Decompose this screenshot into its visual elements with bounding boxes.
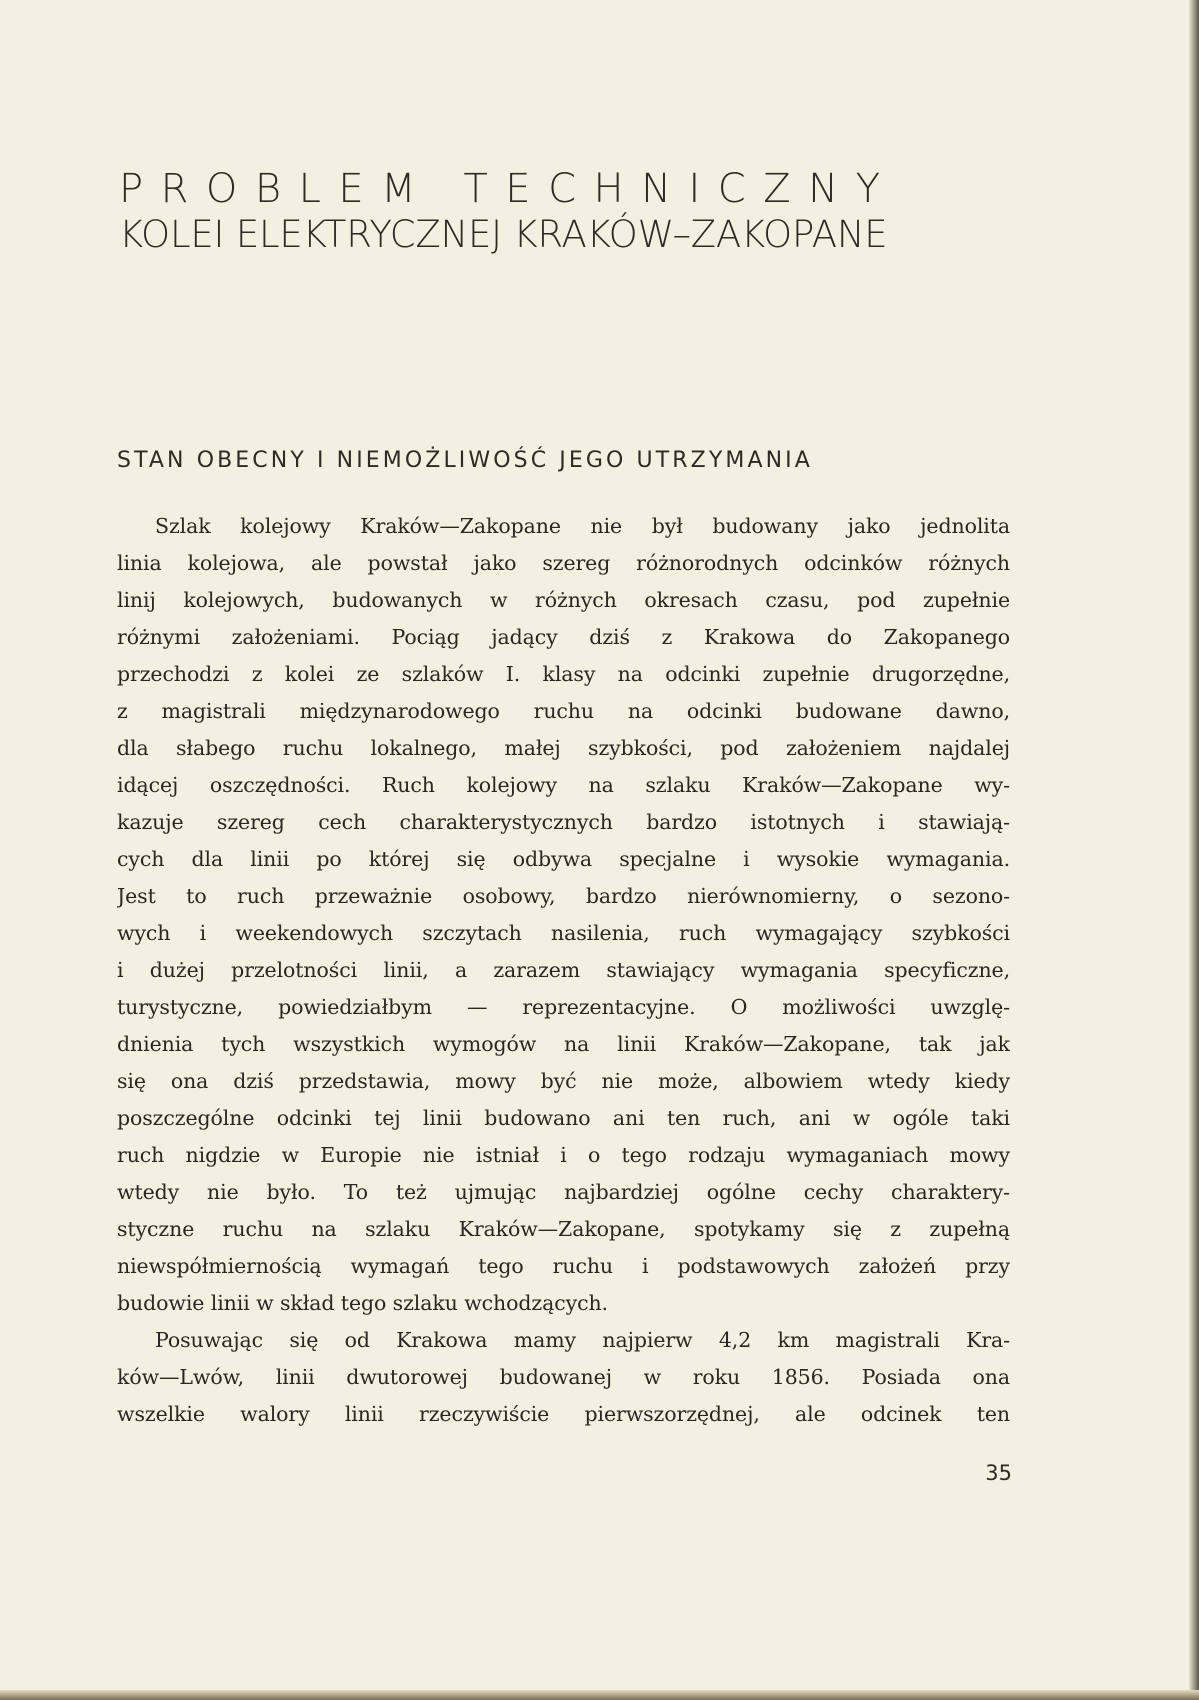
- text-line: Szlak kolejowy Kraków—Zakopane nie był budowany jako jednolita: [155, 514, 1010, 538]
- text-line: z magistrali międzynarodowego ruchu na odcinki budowane dawno,: [117, 699, 1010, 723]
- text-line: linia kolejowa, ale powstał jako szereg różnorodnych odcinków różnych: [117, 551, 1010, 575]
- paragraph-2: [117, 1322, 1010, 1433]
- text-line: cych dla linii po której się odbywa specjalne i wysokie wymagania.: [117, 847, 1010, 871]
- paragraph-1: [117, 508, 1010, 1322]
- page-edge: [1189, 0, 1199, 1700]
- body-text: [117, 508, 1010, 1433]
- text-line: linij kolejowych, budowanych w różnych okresach czasu, pod zupełnie: [117, 588, 1010, 612]
- page-bottom-edge: [0, 1690, 1199, 1700]
- text-line: różnymi założeniami. Pociąg jadący dziś z Krakowa do Zakopanego: [117, 625, 1010, 649]
- text-line: poszczególne odcinki tej linii budowano ani ten ruch, ani w ogóle taki: [117, 1106, 1010, 1130]
- text-line: i dużej przelotności linii, a zarazem stawiający wymagania specyficzne,: [117, 958, 1010, 982]
- text-line: styczne ruchu na szlaku Kraków—Zakopane, spotykamy się z zupełną: [117, 1217, 1010, 1241]
- text-line: budowie linii w skład tego szlaku wchodzących.: [117, 1291, 608, 1315]
- text-line: ków—Lwów, linii dwutorowej budowanej w roku 1856. Posiada ona: [117, 1365, 1010, 1389]
- text-line: dla słabego ruchu lokalnego, małej szybkości, pod założeniem najdalej: [117, 736, 1010, 760]
- text-line: wtedy nie było. To też ujmując najbardziej ogólne cechy charaktery-: [117, 1180, 1010, 1204]
- text-line: Jest to ruch przeważnie osobowy, bardzo nierównomierny, o sezono-: [117, 884, 1010, 908]
- text-line: przechodzi z kolei ze szlaków I. klasy na odcinki zupełnie drugorzędne,: [117, 662, 1010, 686]
- text-line: wszelkie walory linii rzeczywiście pierwszorzędnej, ale odcinek ten: [117, 1402, 1010, 1426]
- text-line: turystyczne, powiedziałbym — reprezentacyjne. O możliwości uwzglę-: [117, 995, 1010, 1019]
- text-line: się ona dziś przedstawia, mowy być nie może, albowiem wtedy kiedy: [117, 1069, 1010, 1093]
- title-line-1: PROBLEM TECHNICZNY: [119, 166, 898, 212]
- text-line: niewspółmiernością wymagań tego ruchu i podstawowych założeń przy: [117, 1254, 1010, 1278]
- section-heading: STAN OBECNY I NIEMOŻLIWOŚĆ JEGO UTRZYMANIA: [117, 448, 813, 473]
- text-line: kazuje szereg cech charakterystycznych bardzo istotnych i stawiają-: [117, 810, 1010, 834]
- text-line: idącej oszczędności. Ruch kolejowy na szlaku Kraków—Zakopane wy-: [117, 773, 1010, 797]
- text-line: dnienia tych wszystkich wymogów na linii Kraków—Zakopane, tak jak: [117, 1032, 1010, 1056]
- page-title: [119, 166, 1009, 258]
- text-line: ruch nigdzie w Europie nie istniał i o tego rodzaju wymaganiach mowy: [117, 1143, 1010, 1167]
- title-line-2: KOLEI ELEKTRYCZNEJ KRAKÓW–ZAKOPANE: [119, 213, 888, 256]
- page-number: 35: [985, 1461, 1012, 1485]
- text-line: wych i weekendowych szczytach nasilenia, ruch wymagający szybkości: [117, 921, 1010, 945]
- text-line: Posuwając się od Krakowa mamy najpierw 4,2 km magistrali Kra-: [155, 1328, 1010, 1352]
